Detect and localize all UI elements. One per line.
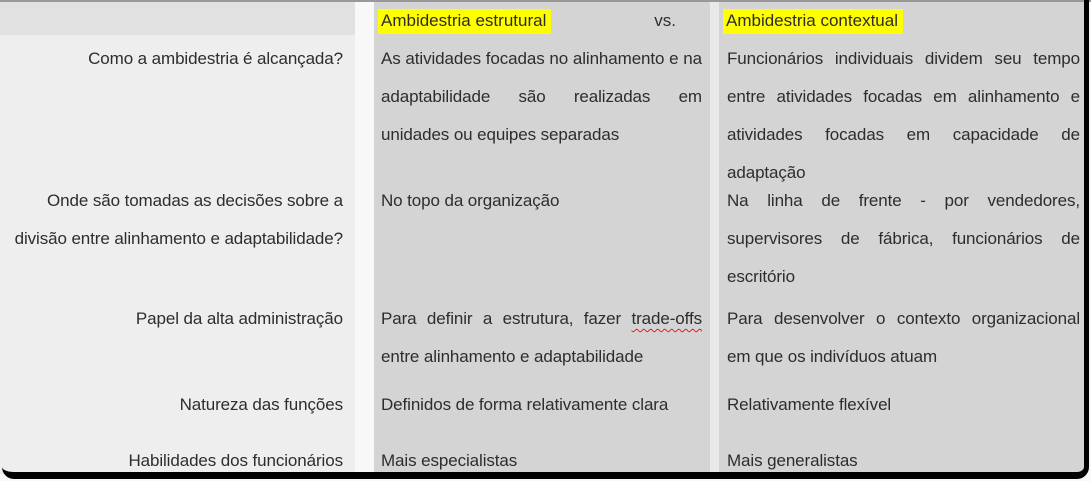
- column-gap: [710, 2, 719, 474]
- row-label-employee-skills: Habilidades dos funcionários: [128, 451, 343, 470]
- contextual-where-decisions: Na linha de frente - por vendedores, supervisores de fábrica, funcionários de escritório: [727, 191, 1080, 286]
- row-label-how-achieved: Como a ambidestria é alcançada?: [88, 49, 343, 68]
- contextual-top-management-role: Para desenvolver o contexto organizacional em que os indivíduos atuam: [727, 309, 1080, 366]
- structural-where-decisions: No topo da organização: [381, 191, 560, 210]
- structural-role-text-pre: Para definir a estrutura, fazer: [381, 309, 632, 328]
- structural-nature-of-roles: Definidos de forma relativamente clara: [381, 395, 669, 414]
- row-label-where-decisions: Onde são tomadas as decisões sobre a divisão entre alinhamento e adaptabilidade?: [14, 191, 343, 248]
- spellcheck-word: trade-offs: [631, 309, 702, 328]
- structural-employee-skills: Mais especialistas: [381, 451, 518, 470]
- left-header-cell: [0, 2, 355, 35]
- structural-how-achieved: As atividades focadas no alinhamento e na adaptabilidade são realizadas em unidades ou equipes separadas: [381, 49, 702, 144]
- contextual-nature-of-roles: Relativamente flexível: [727, 395, 892, 414]
- contextual-how-achieved: Funcionários individuais dividem seu tempo entre atividades focadas em alinhamento e atividades focadas em capacidade de adaptação: [727, 49, 1080, 182]
- structural-role-text-post: entre alinhamento e adaptabilidade: [381, 347, 644, 366]
- contextual-employee-skills: Mais generalistas: [727, 451, 858, 470]
- contextual-header-highlight: Ambidestria contextual: [723, 9, 903, 34]
- row-label-top-management-role: Papel da alta administração: [135, 309, 343, 328]
- structural-top-management-role: [381, 300, 702, 376]
- versus-label: vs.: [654, 11, 676, 30]
- structural-column-header: [378, 6, 702, 36]
- structural-header-highlight: Ambidestria estrutural: [378, 9, 551, 34]
- contextual-column-header: [723, 6, 1080, 36]
- row-label-nature-of-roles: Natureza das funções: [179, 395, 343, 414]
